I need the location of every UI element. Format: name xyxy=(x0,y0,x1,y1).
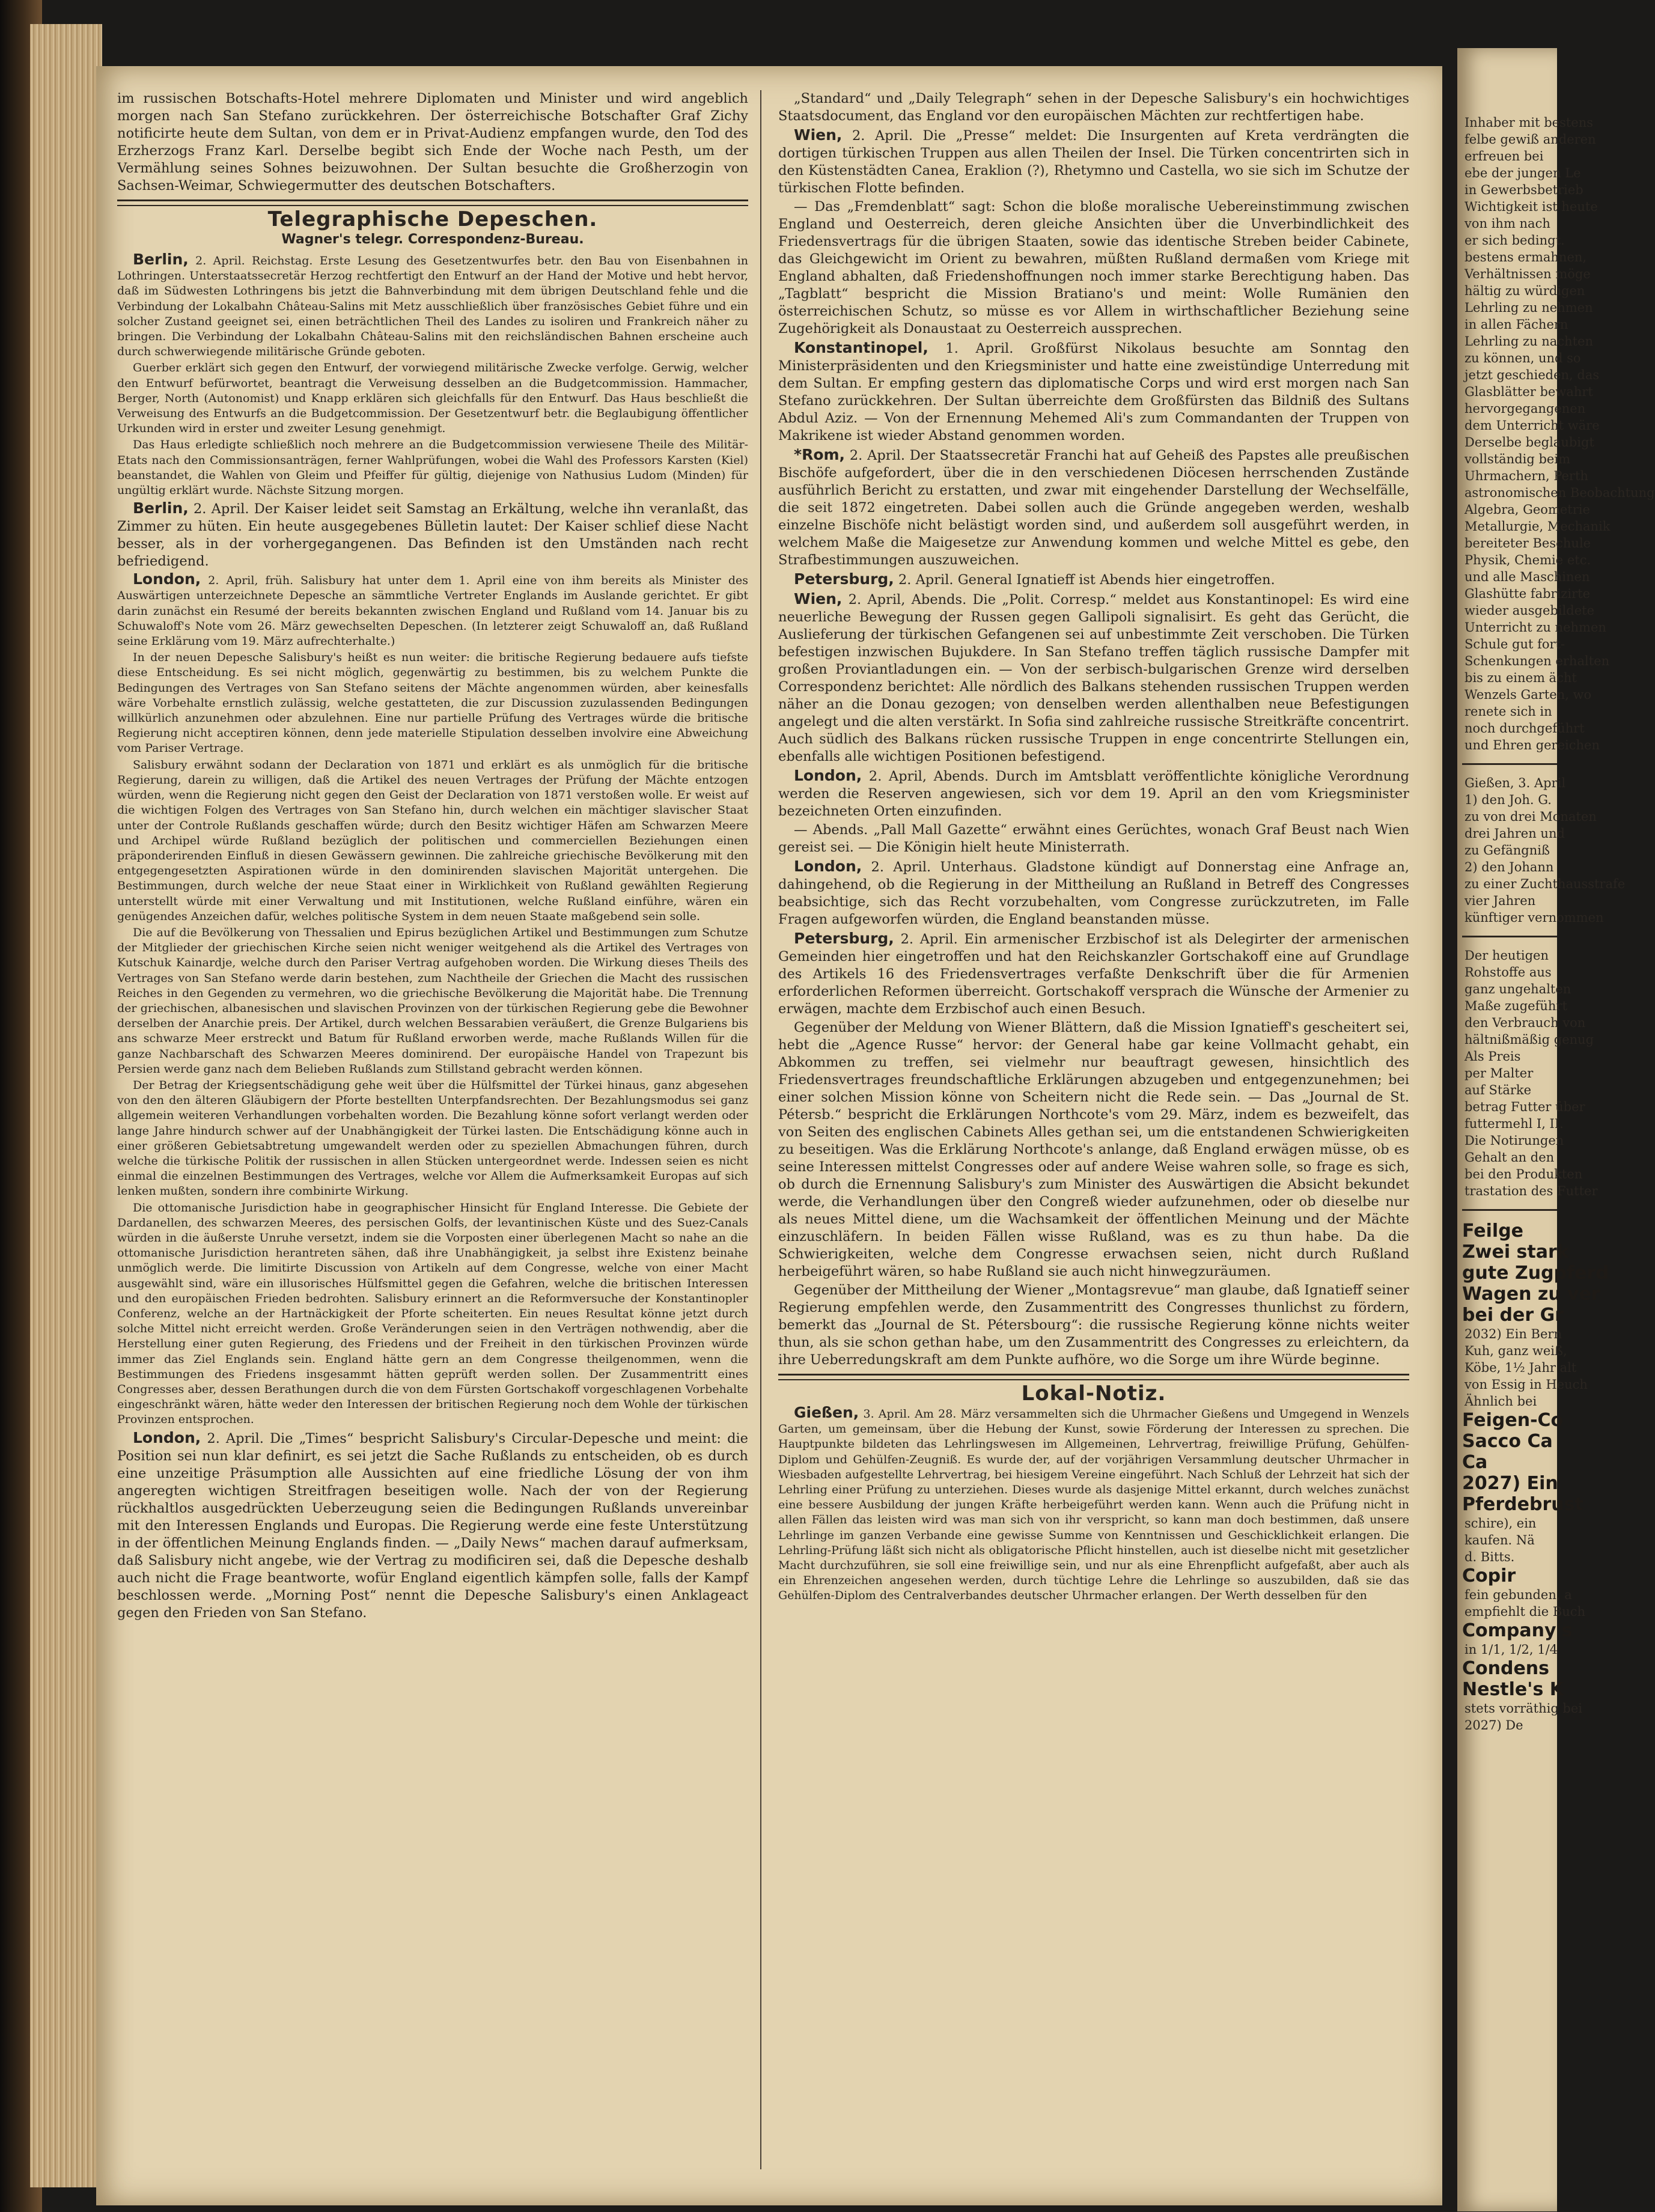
dateline-place: London, xyxy=(133,570,201,588)
adjacent-page-line: Wenzels Garten, wo xyxy=(1465,687,1592,702)
adjacent-page-line: Wichtigkeit ist heute xyxy=(1465,200,1598,214)
article-paragraph xyxy=(778,1282,1409,1369)
dateline-place: London, xyxy=(133,1428,201,1446)
dateline-place: London, xyxy=(794,858,862,875)
adjacent-page-line: gute Zugpferd xyxy=(1462,1263,1609,1284)
adjacent-page-line: Gehalt an den xyxy=(1465,1150,1555,1165)
adjacent-page-line: zu Gefängniß xyxy=(1465,843,1550,858)
article-paragraph xyxy=(778,858,1409,928)
article-paragraph xyxy=(778,590,1409,766)
adjacent-page-line: Condens xyxy=(1462,1658,1550,1679)
adjacent-page-line: er sich bedingt. xyxy=(1465,233,1565,248)
adjacent-page-line: betrag Futter über xyxy=(1465,1100,1585,1114)
adjacent-page-line: 2032) Ein Bern xyxy=(1465,1327,1562,1341)
article-text: 2. April. Der Kaiser leidet seit Samstag an Erkältung, welche ihn veranlaßt, das Zimmer zu hüten. Ein heute ausgegebenes Bülletin lautet: Der Kaiser schlief diese Nacht besser, als in der vorhergegangenen. Das Befinden ist den Umständen nach recht befriedigend. xyxy=(117,501,748,570)
adjacent-page-line: künftiger vernommen xyxy=(1465,910,1604,925)
adjacent-page-line: Copir xyxy=(1462,1565,1516,1586)
adjacent-page-line: noch durchgeführt xyxy=(1465,721,1585,736)
adjacent-page-line: und Ehren gereichen xyxy=(1465,738,1600,752)
adjacent-page-line: fein gebunden, a xyxy=(1465,1588,1572,1602)
article-text: Das Haus erledigte schließlich noch mehrere an die Budgetcommission verwiesene Theile des Militär-Etats nach den Commissionsanträgen, ferner Wahlprüfungen, wobei die Wahl des Professors Karsten (Kiel) beanstandet, die Wahlen von Gleim und Pfeiffer für gültig, diejenige von Nathusius Ludom (Minden) für ungültig erklärt wurde. Nächste Sitzung morgen. xyxy=(117,438,748,498)
article-text: — Abends. „Pall Mall Gazette“ erwähnt eines Gerüchtes, wonach Graf Beust nach Wien gereist sei. — Die Königin hielt heute Ministerrath. xyxy=(778,822,1409,855)
dateline-place: Petersburg, xyxy=(794,570,894,588)
article-text: — Das „Fremdenblatt“ sagt: Schon die bloße moralische Uebereinstimmung zwischen England und Oesterreich, deren gleiche Ansichten über die Unverbindlichkeit des Friedensvertrags für die übrigen Staaten, sowie das identische Streben beider Cabinete, das Gleichgewicht im Orient zu bewahren, müßten Rußland dermaßen vom Kriege mit England abhalten, daß Friedenshoffnungen noch immer starke Berechtigung haben. Das „Tagblatt“ bespricht die Mission Bratiano's und meint: Wolle Rumänien den österreichischen Schutz, so müsse es vor Allem in wirthschaftlicher Beziehung seine Zugehörigkeit als Donaustaat zu Oesterreich aussprechen. xyxy=(778,199,1409,337)
adjacent-page-line: zu können, und so xyxy=(1465,351,1581,365)
section-title: Telegraphische Depeschen. xyxy=(267,207,598,231)
adjacent-page-line: Algebra, Geometrie xyxy=(1465,502,1590,517)
article-paragraph xyxy=(778,930,1409,1018)
article-paragraph xyxy=(778,570,1409,589)
adjacent-page-line: ganz ungehalten xyxy=(1465,982,1571,996)
article-paragraph xyxy=(117,1201,748,1428)
intro-paragraph: im russischen Botschafts-Hotel mehrere Diplomaten und Minister und wird angeblich morgen nach San Stefano zurückkehren. Der österreichische Botschafter Graf Zichy notificirte heute dem Sultan, von dem er in Privat-Audienz empfangen wurde, den Tod des Erzherzogs Franz Karl. Derselbe begibt sich Ende der Woche nach Pesth, um der Vermählung seines Sohnes beizuwohnen. Der Sultan besuchte die Großherzogin von Sachsen-Weimar, Schwiegermutter des deutschen Botschafters. xyxy=(117,91,748,193)
adjacent-page-line: in allen Fächern xyxy=(1465,317,1568,332)
article-paragraph xyxy=(117,758,748,924)
adjacent-page-line: ebe der jungen Le xyxy=(1465,166,1581,180)
adjacent-page-line: zu von drei Monaten xyxy=(1465,809,1597,824)
adjacent-page-line: empfiehlt die Buch xyxy=(1465,1604,1586,1619)
page-edges xyxy=(30,24,102,2187)
article-paragraph xyxy=(117,650,748,756)
adjacent-page-line: Pferdebrust xyxy=(1462,1494,1583,1515)
adjacent-page-line: vollständig beim xyxy=(1465,452,1570,466)
adjacent-page-line: bis zu einem ächt xyxy=(1465,671,1577,685)
adjacent-page-line: Maße zugeführt xyxy=(1465,999,1567,1013)
adjacent-page-line: 2027) De xyxy=(1465,1718,1523,1732)
adjacent-rule xyxy=(1462,763,1557,765)
adjacent-page-line: 2027) Ein xyxy=(1462,1473,1558,1494)
adjacent-page-line: Verhältnissen möge xyxy=(1465,267,1591,281)
section-rule xyxy=(778,1374,1409,1380)
newspaper-page xyxy=(96,66,1442,2205)
adjacent-page-line: Feigen-Co xyxy=(1462,1410,1564,1431)
adjacent-page-line: Glasblätter bewahrt xyxy=(1465,385,1593,399)
article-text: 2. April, Abends. Durch im Amtsblatt veröffentlichte königliche Verordnung werden die Reserven angewiesen, sich vor dem 19. April an den vom Kriegsminister bezeichneten Orten einzufinden. xyxy=(778,769,1409,819)
article-paragraph xyxy=(778,1019,1409,1281)
adjacent-page-line: Schule gut fort- xyxy=(1465,637,1565,651)
adjacent-page-line: Gießen, 3. April xyxy=(1465,776,1566,790)
adjacent-page-line: 2) den Johann xyxy=(1465,860,1554,874)
article-text: 2. April, Abends. Die „Polit. Corresp.“ meldet aus Konstantinopel: Es wird eine neuerliche Bewegung der Russen gegen Gallipoli signalisirt. Es geht das Gerücht, die Auslieferung der türkischen Gefangenen sei auf unbestimmte Zeit verschoben. Die Türken befestigen inzwischen Bujukdere. In San Stefano treffen täglich russische Dampfer mit großen Proviantladungen ein. — Von der serbisch-bulgarischen Grenze wird derselben Correspondenz berichtet: Alle nördlich des Balkans stehenden russischen Truppen werden näher an die Donau gezogen; von denselben werden allenthalben neue Befestigungen angelegt und die alten verstärkt. In Sofia sind zahlreiche russische Streitkräfte concentrirt. Auch südlich des Balkans rücken russische Truppen in enge concentrirte Stellungen ein, ebenfalls alle wichtigen Positionen befestigend. xyxy=(778,592,1409,764)
adjacent-page-line: renete sich in xyxy=(1465,704,1552,719)
adjacent-page-line: Derselbe beglaubigt xyxy=(1465,435,1594,449)
adjacent-page-line: Company's xyxy=(1462,1620,1573,1641)
right-column xyxy=(778,90,1409,2169)
adjacent-page-line: hältnißmäßig genug xyxy=(1465,1032,1594,1047)
article-text: 2. April. Die „Times“ bespricht Salisbury's Circular-Depesche und meint: die Position sei nun klar definirt, es sei jetzt die Sache Rußlands zu entscheiden, ob es durch eine unzeitige Präsumption alle Aussichten auf eine friedliche Lösung der von ihm angeregten wichtigen Streitfragen beseitigen wolle. Nach der von der Regierung rückhaltlos ausgedrückten Ueberzeugung seien die Bedingungen Rußlands unvereinbar mit den Interessen Englands und Europas. Die Regierung werde eine feste Unterstützung in der öffentlichen Meinung Englands finden. — „Daily News“ machen darauf aufmerksam, daß Salisbury nicht angebe, wie der Vertrag zu modificiren sei, daß die Depesche deshalb auch nicht die Frage beantworte, wofür England eigentlich kämpfen solle, falls der Kampf beschlossen werde. „Morning Post“ nennt die Depesche Salisbury's einen Anklageact gegen den Frieden von San Stefano. xyxy=(117,1430,748,1621)
article-paragraph xyxy=(778,821,1409,856)
adjacent-page-line: Feilge xyxy=(1462,1220,1524,1242)
article-paragraph xyxy=(117,925,748,1077)
article-paragraph xyxy=(117,571,748,649)
article-text: 2. April. Reichstag. Erste Lesung des Gesetzentwurfes betr. den Bau von Eisenbahnen in Lothringen. Unterstaatssecretär Herzog rechtfertigt den Entwurf an der Hand der Motive und hebt hervor, daß im Südwesten Lothringens bis jetzt die Bahnverbindung mit dem übrigen Deutschland fehle und die Verbindung der Lokalbahn Château-Salins mit Metz ausschließlich über französisches Gebiet führe und ein solcher Zustand geeignet sei, einen beträchtlichen Theil des Landes zu isoliren und Frankreich näher zu bringen. Die Verbindung der Lokalbahn Château-Salins mit den reichsländischen Bahnen erscheine auch durch schwerwiegende militärische Gründe geboten. xyxy=(117,254,748,359)
adjacent-rule xyxy=(1462,1209,1557,1211)
dateline-place: Konstantinopel, xyxy=(794,339,928,356)
article-text: 2. April. Unterhaus. Gladstone kündigt auf Donnerstag eine Anfrage an, dahingehend, ob die Regierung in der Mittheilung an Rußland in Betreff des Congresses beabsichtige, sich das Recht vorzubehalten, vom Congresse zurückzutreten, im Falle Fragen aufgeworfen würden, die England beanstanden müsse. xyxy=(778,859,1409,927)
adjacent-page-line: wieder ausgebildete xyxy=(1465,603,1595,618)
adjacent-page-line: stets vorräthig bei xyxy=(1465,1701,1583,1716)
article-paragraph xyxy=(778,198,1409,338)
article-paragraph xyxy=(117,1429,748,1622)
adjacent-page-line: jetzt geschieden, das xyxy=(1465,368,1600,382)
dateline-place: Berlin, xyxy=(133,499,189,517)
article-paragraph xyxy=(117,437,748,498)
adjacent-page-line: per Malter xyxy=(1465,1066,1534,1080)
adjacent-page-line: d. Bitts. xyxy=(1465,1550,1515,1564)
adjacent-page-line: den Verbrauch von xyxy=(1465,1016,1586,1030)
adjacent-page-line: Sacco Ca xyxy=(1462,1431,1553,1452)
adjacent-page-line: auf Stärke xyxy=(1465,1083,1532,1097)
article-text: Der Betrag der Kriegsentschädigung gehe weit über die Hülfsmittel der Türkei hinaus, ganz abgesehen von den den älteren Gläubigern der Pforte bestellten Unterpfandsrechten. Der Bezahlungsmodus sei ganz allgemein weiteren Verhandlungen vorbehalten worden. Die Bezahlung könne sofort verlangt werden oder lange Jahre hindurch schwer auf der Unabhängigkeit der Türkei lasten. Die Entschädigung könne auch in einer größeren Gebietsabtretung umgewandelt werden oder zu speziellen Abmachungen führen, durch welche die türkische Politik der russischen in allen Stücken untergeordnet werde. Indessen seien es nicht einmal die einzelnen Bestimmungen des Vertrages, welche vor Allem die Aufmerksamkeit Europas auf sich lenken mußten, sondern ihre combinirte Wirkung. xyxy=(117,1078,748,1198)
article-paragraph xyxy=(117,252,748,359)
adjacent-page-line: Nestle's K xyxy=(1462,1679,1564,1700)
article-paragraph xyxy=(778,339,1409,445)
adjacent-page-line: Als Preis xyxy=(1465,1049,1521,1064)
dateline-place: London, xyxy=(794,767,862,784)
adjacent-page-line: bereiteter Beschule xyxy=(1465,536,1591,550)
article-text: 2. April. Der Staatssecretär Franchi hat auf Geheiß des Papstes alle preußischen Bischöfe aufgefordert, über die in den verschiedenen Diöcesen herrschenden Zustände ausführlich Bericht zu erstatten, und zwar mit eingehender Darstellung der Wechselfälle, die seit 1872 eingetreten. Dabei sollen auch die Gründe angegeben werden, weshalb einzelne Bischöfe nicht belästigt worden sind, und außerdem soll ausgeführt werden, in welchem Maße die Maigesetze zur Anwendung kommen und welche Mittel es gebe, den Strafbestimmungen auszuweichen. xyxy=(778,448,1409,568)
adjacent-page-line: Wagen zu ver xyxy=(1462,1284,1600,1305)
adjacent-page-line: Schenkungen erhalten xyxy=(1465,654,1610,668)
article-text: Die ottomanische Jurisdiction habe in geographischer Hinsicht für England Interesse. Die Gebiete der Dardanellen, des schwarzen Meeres, des persischen Golfs, der levantinischen Küste und des Suez-Canals würden in die äußerste Unruhe versetzt, indem sie die Vorposten einer überlegenen Macht so nahe an die ottomanische Jurisdiction herantreten sähen, daß ihre Unabhängigkeit, ja selbst ihre Existenz beinahe unmöglich werde. Die limitirte Discussion von Artikeln auf dem Congresse, welche von einer Macht ausgewählt sind, wäre ein illusorisches Hülfsmittel gegen die Gefahren, welche die britischen Interessen und den europäischen Frieden bedrohten. Salisbury erinnert an die Reformversuche der Konstantinopler Conferenz, welche an der Hartnäckigkeit der Pforte scheiterten. Ein neues Resultat könne jetzt durch solche Mittel nicht erreicht werden. Große Veränderungen seien in den Verträgen nothwendig, aber die Herstellung einer guten Regierung, des Friedens und der Freiheit in den türkischen Provinzen würde immer das Ziel Englands sein. England hätte gern an dem Congresse theilgenommen, wenn die Bestimmungen des Friedens insgesammt hätten geprüft werden sollen. Der Zusammentritt eines Congresses aber, dessen Berathungen durch die von dem Fürsten Gortschakoff vorgeschlagenen Vorbehalte eingeschränkt wären, hätte weder den Interessen der britischen Regierung noch dem Wohle der türkischen Provinzen entsprochen. xyxy=(117,1201,748,1427)
section-subtitle: Wagner's telegr. Correspondenz-Bureau. xyxy=(281,232,584,247)
local-news-paragraph xyxy=(778,1405,1409,1604)
adjacent-page-line: dem Unterricht wäre xyxy=(1465,418,1600,433)
adjacent-page-line: bei der Gr xyxy=(1462,1305,1564,1326)
adjacent-page-line: vier Jahren xyxy=(1465,894,1536,908)
article-text: Guerber erklärt sich gegen den Entwurf, der vorwiegend militärische Zwecke verfolge. Gerwig, welcher den Entwurf befürwortet, beantragt die Verweisung desselben an die Budgetcommission. Hammacher, Berger, North (Autonomist) und Knapp erklären sich gleichfalls für den Entwurf. Das Haus beschließt die Verweisung des Entwurfs an die Budgetcommission. Der Gesetzentwurf betr. die Beglaubigung öffentlicher Urkunden wird in erster und zweiter Lesung genehmigt. xyxy=(117,361,748,436)
article-text: 2. April. General Ignatieff ist Abends hier eingetroffen. xyxy=(898,572,1275,588)
adjacent-page xyxy=(1457,48,1655,2211)
adjacent-page-line: trastation des Futter xyxy=(1465,1184,1598,1198)
adjacent-page-line: in Gewerbsbetrieb xyxy=(1465,183,1583,197)
dateline-place: Gießen, xyxy=(794,1404,859,1421)
adjacent-page-line: Uhrmachern, Perth xyxy=(1465,469,1588,483)
dateline-place: Berlin, xyxy=(133,251,189,268)
adjacent-page-line: Metallurgie, Mechanik xyxy=(1465,519,1611,534)
article-text: Gegenüber der Mittheilung der Wiener „Montagsrevue“ man glaube, daß Ignatieff seiner Regierung empfehlen werde, den Zusammentritt des Congresses thunlichst zu fördern, bemerkt das „Journal de St. Pétersbourg“: die russische Regierung könne nichts weiter thun, als sie schon gethan habe, um den Zusammentritt des Congresses zu erleichtern, da ihre Ueberredungskraft am dem Punkte aufhöre, wo die Sorge um ihre Würde beginne. xyxy=(778,1282,1409,1368)
article-paragraph xyxy=(117,1078,748,1199)
local-news-title: Lokal-Notiz. xyxy=(1021,1382,1166,1406)
dateline-place: Wien, xyxy=(794,590,843,608)
article-text: 2. April, früh. Salisbury hat unter dem 1. April eine von ihm bereits als Minister des Auswärtigen unterzeichnete Depesche an sämmtliche Vertreter Englands im Auslande gerichtet. Er gibt darin zunächst ein Resumé der bereits bekannten zwischen England und Rußland vom 14. Januar bis zu Schuwaloff's Note vom 26. März gewechselten Depeschen. (In letzterer zeigt Schuwaloff an, daß Rußland seine Erklärung vom 19. März aufrechterhalte.) xyxy=(117,574,748,648)
article-paragraph xyxy=(117,361,748,436)
adjacent-page-line: von ihm nach xyxy=(1465,216,1550,231)
adjacent-page-line: Ähnlich bei xyxy=(1465,1394,1537,1409)
adjacent-page-line: erfreuen bei xyxy=(1465,149,1544,163)
adjacent-page-line: zu einer Zuchthausstrafe xyxy=(1465,877,1626,891)
adjacent-page-line: bestens ermahnen, xyxy=(1465,250,1587,264)
article-text: Die auf die Bevölkerung von Thessalien und Epirus bezüglichen Artikel und Bestimmungen zum Schutze der Mitglieder der griechischen Kirche seien nicht weniger weitgehend als die Artikel des Vertrages von Kutschuk Kainardje, welche durch den Pariser Vertrag aufgehoben worden. Die Wirkung dieses Theils des Vertrages von San Stefano werde darin bestehen, zum Nachtheile der Griechen die Macht des russischen Reiches in den Gegenden zu vermehren, wo die griechische Bevölkerung die Majorität habe. Die Trennung der griechischen, albanesischen und slavischen Provinzen von der türkischen Regierung gebe die Bewohner derselben der Anarchie preis. Der Artikel, durch welchen Bessarabien veräußert, die Grenze Bulgariens bis ans schwarze Meer erstreckt und Batum für Rußland erworben werde, mache Rußlands Willen für die ganze Nachbarschaft des Schwarzen Meeres dominirend. Der europäische Handel von Trapezunt bis Persien werde ganz nach dem Belieben Rußlands zum Stillstand gebracht werden können. xyxy=(117,925,748,1076)
adjacent-page-line: felbe gewiß anderen xyxy=(1465,132,1596,147)
article-paragraph xyxy=(778,767,1409,820)
adjacent-rule xyxy=(1462,936,1557,937)
adjacent-page-line: Kuh, ganz weiß, xyxy=(1465,1344,1567,1358)
article-paragraph xyxy=(778,90,1409,125)
adjacent-page-line: Glashütte fabrizirte xyxy=(1465,587,1590,601)
article-text: 2. April. Die „Presse“ meldet: Die Insurgenten auf Kreta verdrängten die dortigen türkischen Truppen aus allen Theilen der Insel. Die Türken concentrirten sich in den Küstenstädten Canea, Eraklion (?), Rhetymno und Castella, wo sie sich im Schutze der türkischen Flotte befinden. xyxy=(778,128,1409,196)
adjacent-page-line: Inhaber mit bestens xyxy=(1465,115,1594,130)
adjacent-page-line: Die Notirungen xyxy=(1465,1133,1564,1148)
article-paragraph xyxy=(117,499,748,570)
left-column xyxy=(117,90,748,2169)
adjacent-page-line: futtermehl I, II. xyxy=(1465,1117,1564,1131)
adjacent-page-line: schire), ein xyxy=(1465,1516,1537,1531)
article-text: Salisbury erwähnt sodann der Declaration von 1871 und erklärt es als unmöglich für die britische Regierung, darein zu willigen, daß die Artikel des neuen Vertrages der Prüfung der Mächte entzogen würden, wenn die Regierung nicht gegen den Geist der Declaration von 1871 verstoßen wolle. Er weist auf die wichtigen Folgen des Vertrages von San Stefano hin, durch welchen ein mächtiger slavischer Staat unter der Controle Rußlands geschaffen würde; durch den Besitz wichtiger Häfen am Schwarzen Meere und Archipel würde Rußland bezüglich der politischen und commerciellen Beziehungen einen präponderirenden Einfluß in diesen Gewässern gewinnen. Die zahlreiche griechische Bevölkerung mit den entgegengesetzten Aspirationen würde in den dominirenden slavischen Majorität untergehen. Die Bestimmungen, durch welche der neue Staat einer in Wirklichkeit von Rußland gewählten Regierung unterstellt würde mit einer Verwaltung und mit Institutionen, welche Rußland einführe, wären ein genügendes Anzeichen dafür, welches politische System in dem neuen Staate maßgebend sein solle. xyxy=(117,758,748,923)
dateline-place: Petersburg, xyxy=(794,930,894,947)
adjacent-page-line: Ca xyxy=(1462,1452,1488,1473)
section-rule xyxy=(117,200,748,206)
adjacent-page-line: hältig zu würdigen xyxy=(1465,284,1585,298)
article-text: „Standard“ und „Daily Telegraph“ sehen in der Depesche Salisbury's ein hochwichtiges Staatsdocument, das England vor den europäischen Mächten zur rechtfertigen habe. xyxy=(778,91,1409,124)
article-paragraph xyxy=(778,126,1409,197)
dateline-place: Wien, xyxy=(794,126,843,144)
adjacent-page-line: Zwei stark xyxy=(1462,1242,1569,1263)
article-text: Gegenüber der Meldung von Wiener Blättern, daß die Mission Ignatieff's gescheitert sei, hebt die „Agence Russe“ hervor: der General habe gar keine Vollmacht gehabt, ein Abkommen zu treffen, sei vielmehr nur beauftragt gewesen, hinsichtlich des Friedensvertrages freundschaftliche Erklärungen abzugeben und entgegenzunehmen; bei einer solchen Mission könne von Scheitern nicht die Rede sein. — Das „Journal de St. Pétersb.“ bespricht die Erklärungen Northcote's vom 29. März, indem es bezweifelt, das von Seiten des englischen Cabinets Alles gethan sei, um die entstandenen Schwierigkeiten zu beseitigen. Was die Erklärung Northcote's anlange, daß England erwägen müsse, ob es seine Interessen mittelst Congresses oder auf andere Weise wahren solle, so frage es sich, ob durch die Ernennung Salisbury's zum Minister des Auswärtigen die Absicht bekundet werde, die Verhandlungen über den Congreß wieder aufzunehmen, oder ob dieselbe nur als neues Mittel diene, um die Wachsamkeit der öffentlichen Meinung und der Mächte einzuschläfern. In beiden Fällen wisse Rußland, was es zu thun habe. Da die Schwierigkeiten, welche dem Congresse erwachsen seien, nicht durch Rußland herbeigeführt wären, so habe Rußland sie auch nicht hinwegzuräumen. xyxy=(778,1020,1409,1279)
adjacent-page-line: Lehrling zu nehmen xyxy=(1465,300,1593,315)
article-text: 1. April. Großfürst Nikolaus besuchte am Sonntag den Ministerpräsidenten und den Kriegsminister und hatte eine zweistündige Unterredung mit dem Sultan. Er empfing gestern das diplomatische Corps und wird erst morgen nach San Stefano zurückkehren. Der Sultan überreichte dem Großfürsten das Bildniß des Sultans Abdul Aziz. — Von der Ernennung Mehemed Ali's zum Commandanten der Truppen von Makrikene ist wieder Abstand genommen worden. xyxy=(778,341,1409,443)
dateline-place: *Rom, xyxy=(794,446,846,463)
adjacent-page-line: Der heutigen xyxy=(1465,948,1549,963)
adjacent-page-line: Physik, Chemie etc. xyxy=(1465,553,1591,567)
article-text: 3. April. Am 28. März versammelten sich die Uhrmacher Gießens und Umgegend in Wenzels Garten, um gemeinsam, über die Hebung der Kunst, sowie Förderung der Interessen zu sprechen. Die Hauptpunkte bildeten das Lehrlingswesen im Allgemeinen, Lehrvertrag, freiwillige Prüfung, Gehülfen-Diplom und Gehülfen-Zeugniß. Es wurde der, auf der vorjährigen Versammlung deutscher Uhrmacher in Wiesbaden aufgestellte Lehrvertrag, bei hiesigem Vereine eingeführt. Nach Schluß der Lehrzeit hat sich der Lehrling einer Prüfung zu unterziehen. Dieses wurde als dasjenige Mittel erkannt, durch welches zunächst eine bessere Ausbildung der jungen Kräfte herbeigeführt werden kann. Wenn auch die Prüfung nicht in allen Fällen das leisten wird was man sich von ihr verspricht, so kann man doch bestimmen, daß unsere Lehrlinge im ganzen Verbande eine gewisse Summe von Kenntnissen und Geschicklichkeit erlangen. Die Lehrling-Prüfung läßt sich nicht als obligatorische Pflicht hinstellen, auch ist dieselbe nicht mit gesetzlicher Macht durchzuführen, sie soll eine freiwillige sein, und nur als eine Ehrenpflicht aufgefaßt, aber auch als ein Ehrenzeichen angesehen werden, durch tüchtige Lehre die Lehrlinge so auszubilden, daß sie das Gehülfen-Diplom des Centralverbandes deutscher Uhrmacher erlangen. Der Werth desselben für den xyxy=(778,1407,1409,1603)
article-paragraph xyxy=(778,446,1409,569)
adjacent-page-line: hervorgegangenen xyxy=(1465,401,1586,416)
adjacent-page-line: und alle Maschinen xyxy=(1465,570,1590,584)
adjacent-page-line: bei den Produkten xyxy=(1465,1167,1583,1181)
article-text: 2. April. Ein armenischer Erzbischof ist als Delegirter der armenischen Gemeinden hier eingetroffen und hat den Reichskanzler Gortschakoff eine auf Grundlage des Artikels 16 des Friedensvertrages verfaßte Denkschrift über die für Armenien erforderlichen Reformen überreicht. Gortschakoff versprach die Wünsche der Armenier zu erwägen, machte dem Erzbischof auch einen Besuch. xyxy=(778,931,1410,1017)
adjacent-page-line: kaufen. Nä xyxy=(1465,1533,1535,1547)
article-text: In der neuen Depesche Salisbury's heißt es nun weiter: die britische Regierung bedauere aufs tiefste diese Entscheidung. Es sei nicht möglich, gegenwärtig zu bestimmen, bis zu welchem Punkte die Bedingungen des Vertrages von San Stefano seitens der Mächte angenommen würden, aber keinesfalls wäre Vorbehalte ernstlich zulässig, welche gestatteten, die zur Discussion zuzulassenden Bedingungen willkürlich anzunehmen oder abzulehnen. Eine nur partielle Prüfung des Vertrages würde die britische Regierung nicht acceptiren können, denn jede materielle Stipulation desselben involvire eine Abweichung vom Pariser Vertrage. xyxy=(117,651,748,755)
adjacent-page-line: Unterricht zu nehmen xyxy=(1465,620,1606,635)
adjacent-page-line: in 1/1, 1/2, 1/4 xyxy=(1465,1642,1558,1657)
adjacent-page-line: von Essig in Heuch xyxy=(1465,1377,1588,1392)
adjacent-page-line: Rohstoffe aus xyxy=(1465,965,1552,980)
adjacent-page-line: 1) den Joh. G. xyxy=(1465,793,1552,807)
adjacent-page-line: Köbe, 1½ Jahr alt xyxy=(1465,1360,1577,1375)
adjacent-page-line: drei Jahren und xyxy=(1465,826,1565,841)
adjacent-page-line: Lehrling zu nachten xyxy=(1465,334,1593,349)
column-divider xyxy=(760,90,761,2169)
adjacent-page-line: astronomischen Beobachtung xyxy=(1465,486,1655,500)
